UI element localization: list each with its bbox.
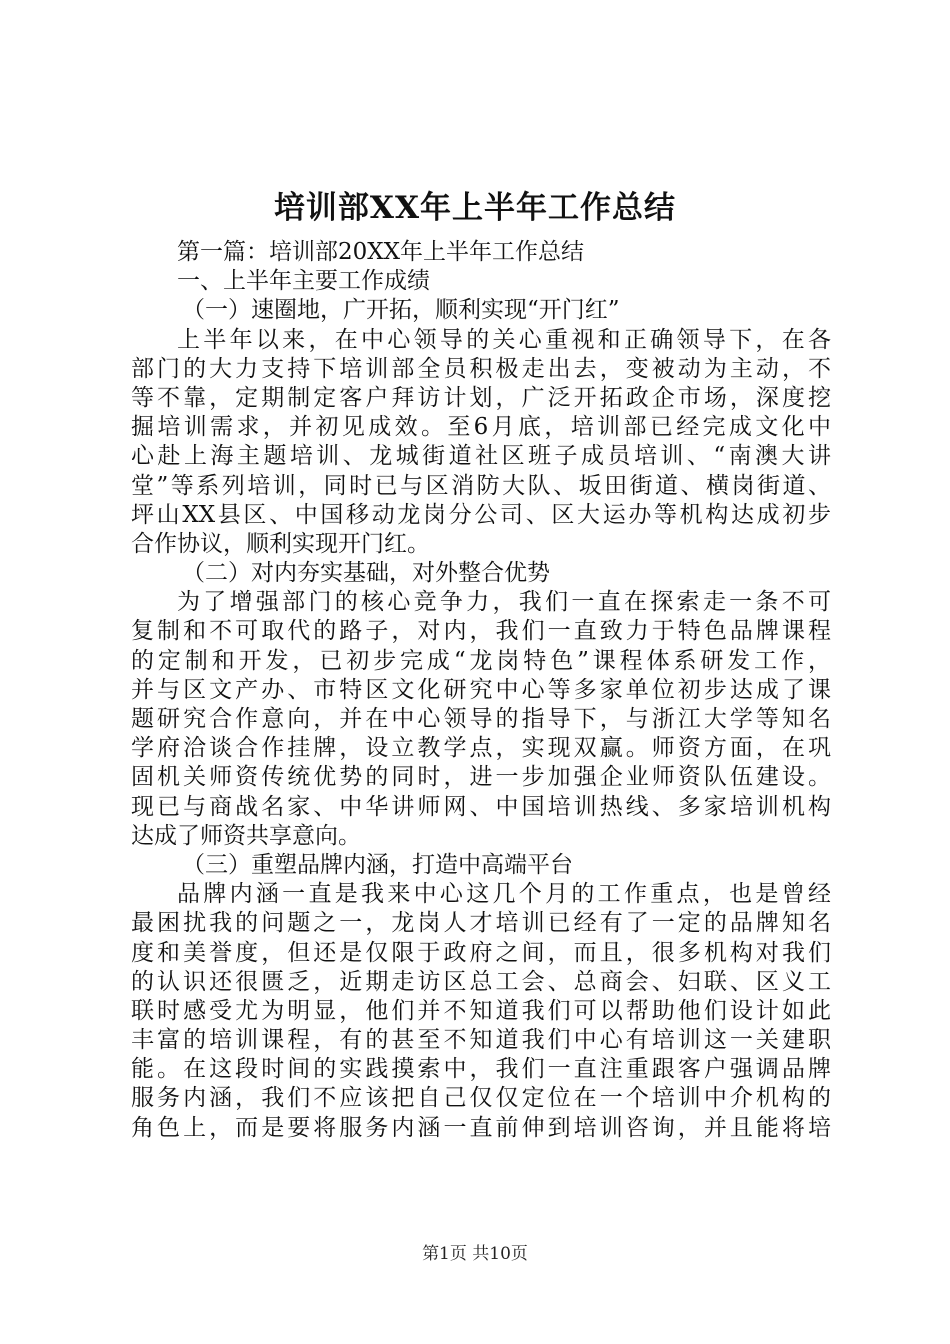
text-line: 坪山XX县区、中国移动龙岗分公司、区大运办等机构达成初步 (131, 501, 831, 528)
text-line: 堂”等系列培训，同时已与区消防大队、坂田街道、横岗街道、 (131, 472, 831, 499)
text-line: 上半年以来，在中心领导的关心重视和正确领导下，在各 (177, 326, 831, 353)
text-line: 达成了师资共享意向。 (131, 822, 361, 849)
text-line: 部门的大力支持下培训部全员积极走出去，变被动为主动，不 (131, 355, 831, 382)
text-line: 服务内涵，我们不应该把自己仅仅定位在一个培训中介机构的 (131, 1085, 831, 1112)
text-line: （三）重塑品牌内涵，打造中高端平台 (182, 851, 573, 878)
text-line: 一、上半年主要工作成绩 (177, 268, 430, 295)
text-line: （二）对内夯实基础，对外整合优势 (182, 560, 550, 587)
text-line: 题研究合作意向，并在中心领导的指导下，与浙江大学等知名 (131, 706, 831, 732)
text-line: （一）速圈地，广开拓，顺利实现“开门红” (182, 297, 620, 324)
text-line: 并与区文产办、市特区文化研究中心等多家单位初步达成了课 (131, 676, 831, 703)
document-body (131, 238, 831, 1143)
text-line: 联时感受尤为明显，他们并不知道我们可以帮助他们设计如此 (131, 997, 831, 1024)
text-line: 固机关师资传统优势的同时，进一步加强企业师资队伍建设。 (131, 764, 831, 791)
text-line: 复制和不可取代的路子，对内，我们一直致力于特色品牌课程 (131, 618, 831, 645)
text-line: 第一篇：培训部20XX年上半年工作总结 (177, 239, 585, 265)
text-line: 品牌内涵一直是我来中心这几个月的工作重点，也是曾经 (177, 881, 831, 908)
document-title: 培训部XX年上半年工作总结 (273, 190, 677, 226)
text-line: 合作协议，顺利实现开门红。 (131, 530, 430, 557)
text-line: 的认识还很匮乏，近期走访区总工会、总商会、妇联、区义工 (131, 968, 831, 995)
text-line: 心赴上海主题培训、龙城街道社区班子成员培训、“南澳大讲 (131, 443, 831, 470)
text-line: 学府洽谈合作挂牌，设立教学点，实现双赢。师资方面，在巩 (131, 735, 831, 762)
text-line: 度和美誉度，但还是仅限于政府之间，而且，很多机构对我们 (131, 939, 831, 966)
text-line: 的定制和开发，已初步完成“龙岗特色”课程体系研发工作， (131, 647, 831, 674)
text-line: 掘培训需求，并初见成效。至6月底，培训部已经完成文化中 (131, 414, 831, 441)
text-line: 现已与商战名家、中华讲师网、中国培训热线、多家培训机构 (131, 793, 831, 820)
page-footer: 第1页 共10页 (422, 1244, 528, 1264)
text-line: 能。在这段时间的实践摸索中，我们一直注重跟客户强调品牌 (131, 1056, 831, 1083)
text-line: 角色上，而是要将服务内涵一直前伸到培训咨询，并且能将培 (131, 1114, 831, 1141)
text-line: 等不靠，定期制定客户拜访计划，广泛开拓政企市场，深度挖 (131, 384, 831, 411)
text-line: 为了增强部门的核心竞争力，我们一直在探索走一条不可 (177, 589, 831, 616)
text-line: 最困扰我的问题之一，龙岗人才培训已经有了一定的品牌知名 (131, 910, 831, 937)
text-line: 丰富的培训课程，有的甚至不知道我们中心有培训这一关建职 (131, 1027, 831, 1054)
